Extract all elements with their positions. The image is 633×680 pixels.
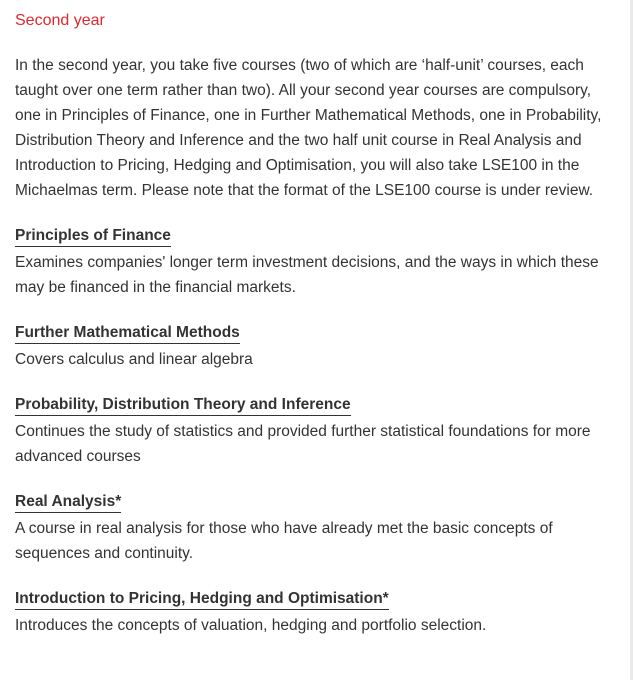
section-title: Second year [15, 12, 105, 29]
course-content [15, 8, 620, 658]
course-item [15, 489, 620, 566]
course-item [15, 223, 620, 300]
course-item [15, 586, 620, 638]
course-description: A course in real analysis for those who have already met the basic concepts of sequences and continuity. [15, 520, 553, 562]
course-link-real-analysis[interactable]: Real Analysis* [15, 492, 121, 513]
course-description: Continues the study of statistics and provided further statistical foundations for more advanced courses [15, 423, 591, 465]
course-link-probability-distribution-theory[interactable]: Probability, Distribution Theory and Inference [15, 395, 351, 416]
course-item [15, 392, 620, 469]
course-description: Covers calculus and linear algebra [15, 351, 253, 368]
course-description: Examines companies' longer term investment decisions, and the ways in which these may be financed in the financial markets. [15, 254, 599, 296]
course-link-pricing-hedging-optimisation[interactable]: Introduction to Pricing, Hedging and Optimisation* [15, 589, 389, 610]
course-link-principles-of-finance[interactable]: Principles of Finance [15, 226, 171, 247]
intro-paragraph: In the second year, you take five courses (two of which are ‘half-unit’ courses, each taught over one term rather than two). All your second year courses are compulsory, one in Principles of Finance, one in Further Mathematical Methods, one in Probability, Distribution Theory and Inference and the two half unit course in Real Analysis and Introduction to Pricing, Hedging and Optimisation, you will also take LSE100 in the Michaelmas term. Please note that the format of the LSE100 course is under review. [15, 57, 602, 199]
course-item [15, 320, 620, 372]
course-link-further-mathematical-methods[interactable]: Further Mathematical Methods [15, 323, 240, 344]
course-description: Introduces the concepts of valuation, hedging and portfolio selection. [15, 617, 487, 634]
